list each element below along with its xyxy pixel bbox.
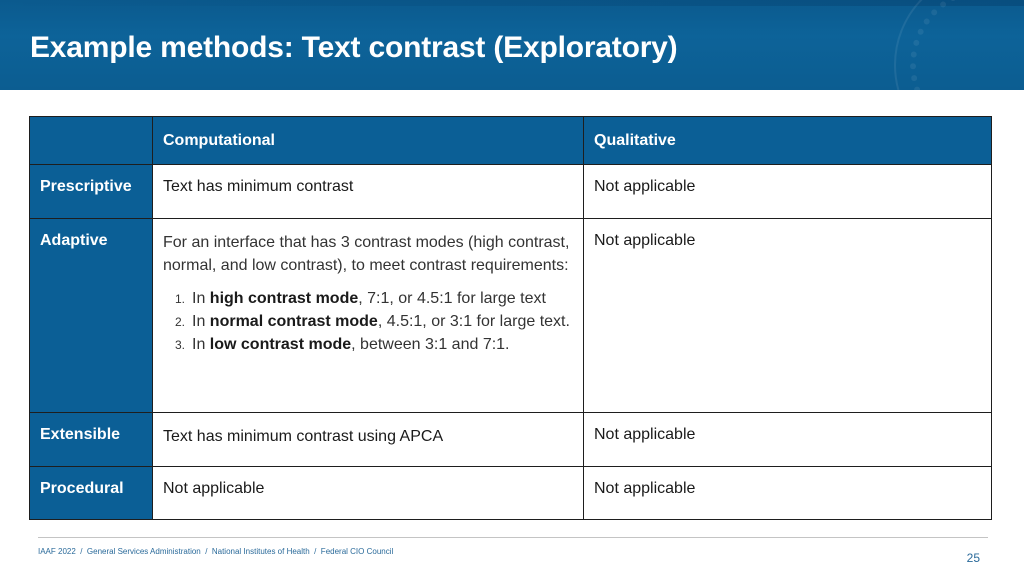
table-row-extensible [30,413,992,467]
table-row-prescriptive [30,165,992,219]
qualitative-cell: Not applicable [584,219,992,413]
table-header-row [30,117,992,165]
slide-title: Example methods: Text contrast (Exploratory) [30,31,678,64]
row-label: Adaptive [30,219,153,413]
methods-table [29,116,992,520]
row-label: Prescriptive [30,165,153,219]
list-prefix: In [192,336,210,353]
contrast-modes-list [163,287,573,356]
computational-cell: Text has minimum contrast [153,165,584,219]
list-item [175,333,573,356]
row-label: Extensible [30,413,153,467]
computational-cell: Text has minimum contrast using APCA [153,413,584,467]
footer-divider [38,537,988,538]
list-rest: , 4.5:1, or 3:1 for large text. [377,313,570,330]
slide-header [0,0,1024,90]
page-number: 25 [966,551,980,565]
adaptive-intro-text: For an interface that has 3 contrast modes (high contrast, normal, and low contrast), to meet contrast requirements: [163,234,570,274]
computational-cell: Not applicable [153,467,584,520]
qualitative-cell: Not applicable [584,467,992,520]
list-item [175,287,573,310]
footer-credits: IAAF 2022 / General Services Administration / National Institutes of Health / Federal CIO Council [38,547,394,556]
row-label: Procedural [30,467,153,520]
computational-cell [153,219,584,413]
qualitative-cell: Not applicable [584,165,992,219]
list-rest: , 7:1, or 4.5:1 for large text [358,290,546,307]
qualitative-cell: Not applicable [584,413,992,467]
header-cell-qualitative: Qualitative [584,117,992,165]
table-row-adaptive [30,219,992,413]
header-cell-empty [30,117,153,165]
list-prefix: In [192,313,210,330]
header-cell-computational: Computational [153,117,584,165]
mode-name: low contrast mode [209,336,352,353]
list-prefix: In [192,290,210,307]
list-item [175,310,573,333]
table-row-procedural [30,467,992,520]
mode-name: normal contrast mode [209,313,378,330]
list-number: 2. [175,315,186,329]
list-number: 1. [175,292,186,306]
mode-name: high contrast mode [209,290,359,307]
seal-watermark-icon [894,0,1024,90]
list-number: 3. [175,338,186,352]
list-rest: , between 3:1 and 7:1. [351,336,510,353]
